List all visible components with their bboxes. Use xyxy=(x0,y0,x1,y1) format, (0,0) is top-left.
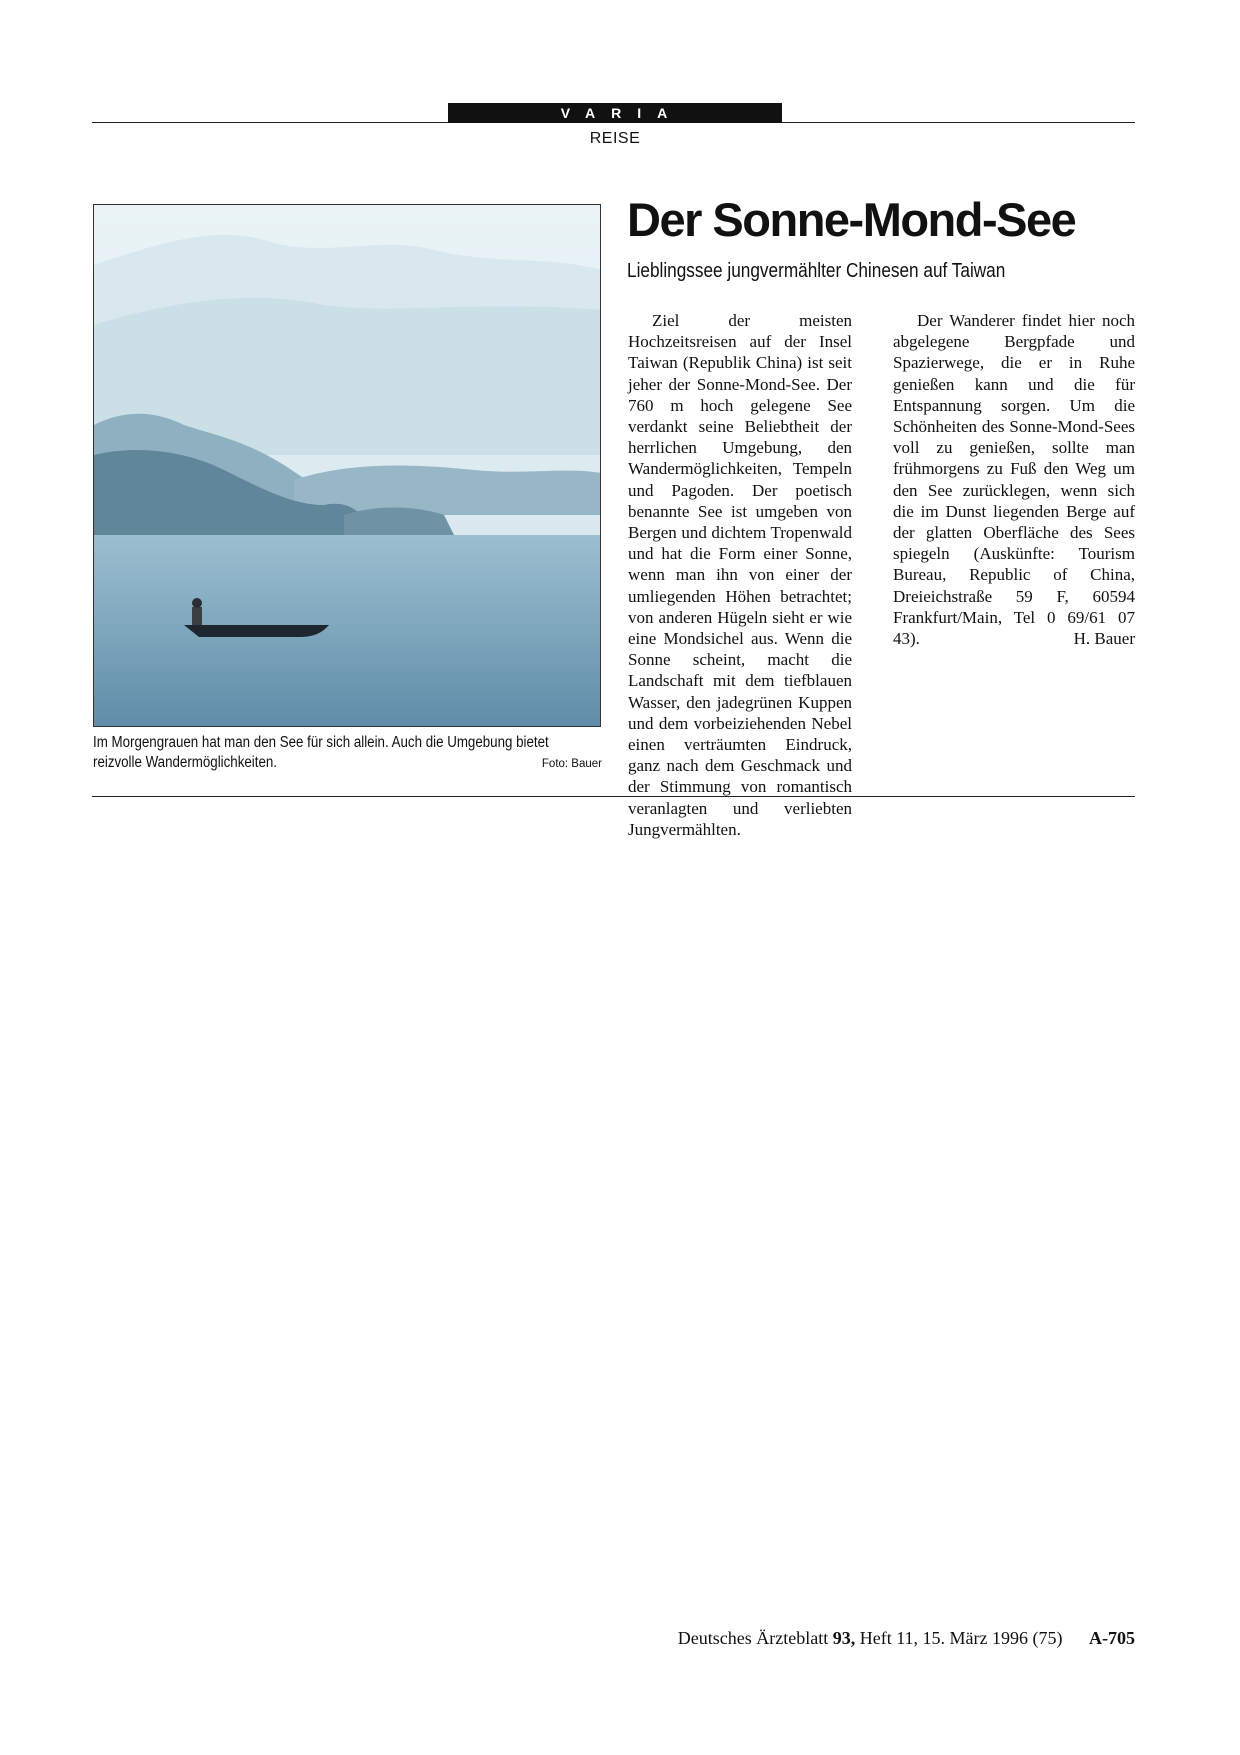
lake-photo xyxy=(93,204,601,727)
page-number: A-705 xyxy=(1089,1628,1135,1648)
photo-caption: Im Morgengrauen hat man den See für sich allein. Auch die Umgebung bietet reizvolle Wandermöglichkeiten. xyxy=(93,734,549,771)
journal-name: Deutsches Ärzteblatt xyxy=(677,1628,829,1648)
article-column-2 xyxy=(893,310,1135,649)
journal-volume: 93, xyxy=(832,1628,856,1648)
paragraph-2-text: Der Wanderer findet hier noch abgelegene Bergpfade und Spazierwege, die er in Ruhe genießen kann und die für Entspannung sorgen. Um die Schönheiten des Sonne-Mond-Sees voll zu genießen, sollte man frühmorgens zu Fuß den Weg um den See zurücklegen, wenn sich die im Dunst liegenden Berge auf der glatten Oberfläche des Sees spiegeln (Auskünfte: Tourism Bureau, Republic of China, Dreieichstraße 59 F, 60594 Frankfurt/Main, Tel 0 69/61 07 43). xyxy=(893,311,1135,649)
article-paragraph-2 xyxy=(893,310,1135,649)
article-bottom-rule xyxy=(92,796,1135,797)
page-footer xyxy=(678,1628,1135,1649)
journal-issue: Heft 11, 15. März 1996 (75) xyxy=(859,1628,1063,1648)
section-label: VARIA xyxy=(448,103,782,123)
subsection-label: REISE xyxy=(589,130,641,147)
author-signature: H. Bauer xyxy=(1073,629,1135,649)
article-paragraph-1: Ziel der meisten Hochzeitsreisen auf der Insel Taiwan (Republik China) ist seit jeher der Sonne-Mond-See. Der 760 m hoch gelegene See verdankt seine Beliebtheit der herrlichen Umgebung, den Wandermöglichkeiten, Tempeln und Pagoden. Der poetisch benannte See ist umgeben von Bergen und dichtem Tropenwald und hat die Form einer Sonne, wenn man ihn von einer der umliegenden Höhen betrachtet; von anderen Hügeln sieht er wie eine Mondsichel aus. Wenn die Sonne scheint, macht die Landschaft mit dem tiefblauen Wasser, den jadegrünen Kuppen und dem vorbeiziehenden Nebel einen verträumten Eindruck, ganz nach dem Geschmack und der Stimmung von romantisch veranlagten und verliebten Jungvermählten. xyxy=(628,311,852,839)
article-subtitle: Lieblingssee jungvermählter Chinesen auf Taiwan xyxy=(627,260,1006,282)
article-title: Der Sonne-Mond-See xyxy=(627,193,1076,246)
article-column-1 xyxy=(628,310,852,840)
photo-credit: Foto: Bauer xyxy=(541,758,602,770)
